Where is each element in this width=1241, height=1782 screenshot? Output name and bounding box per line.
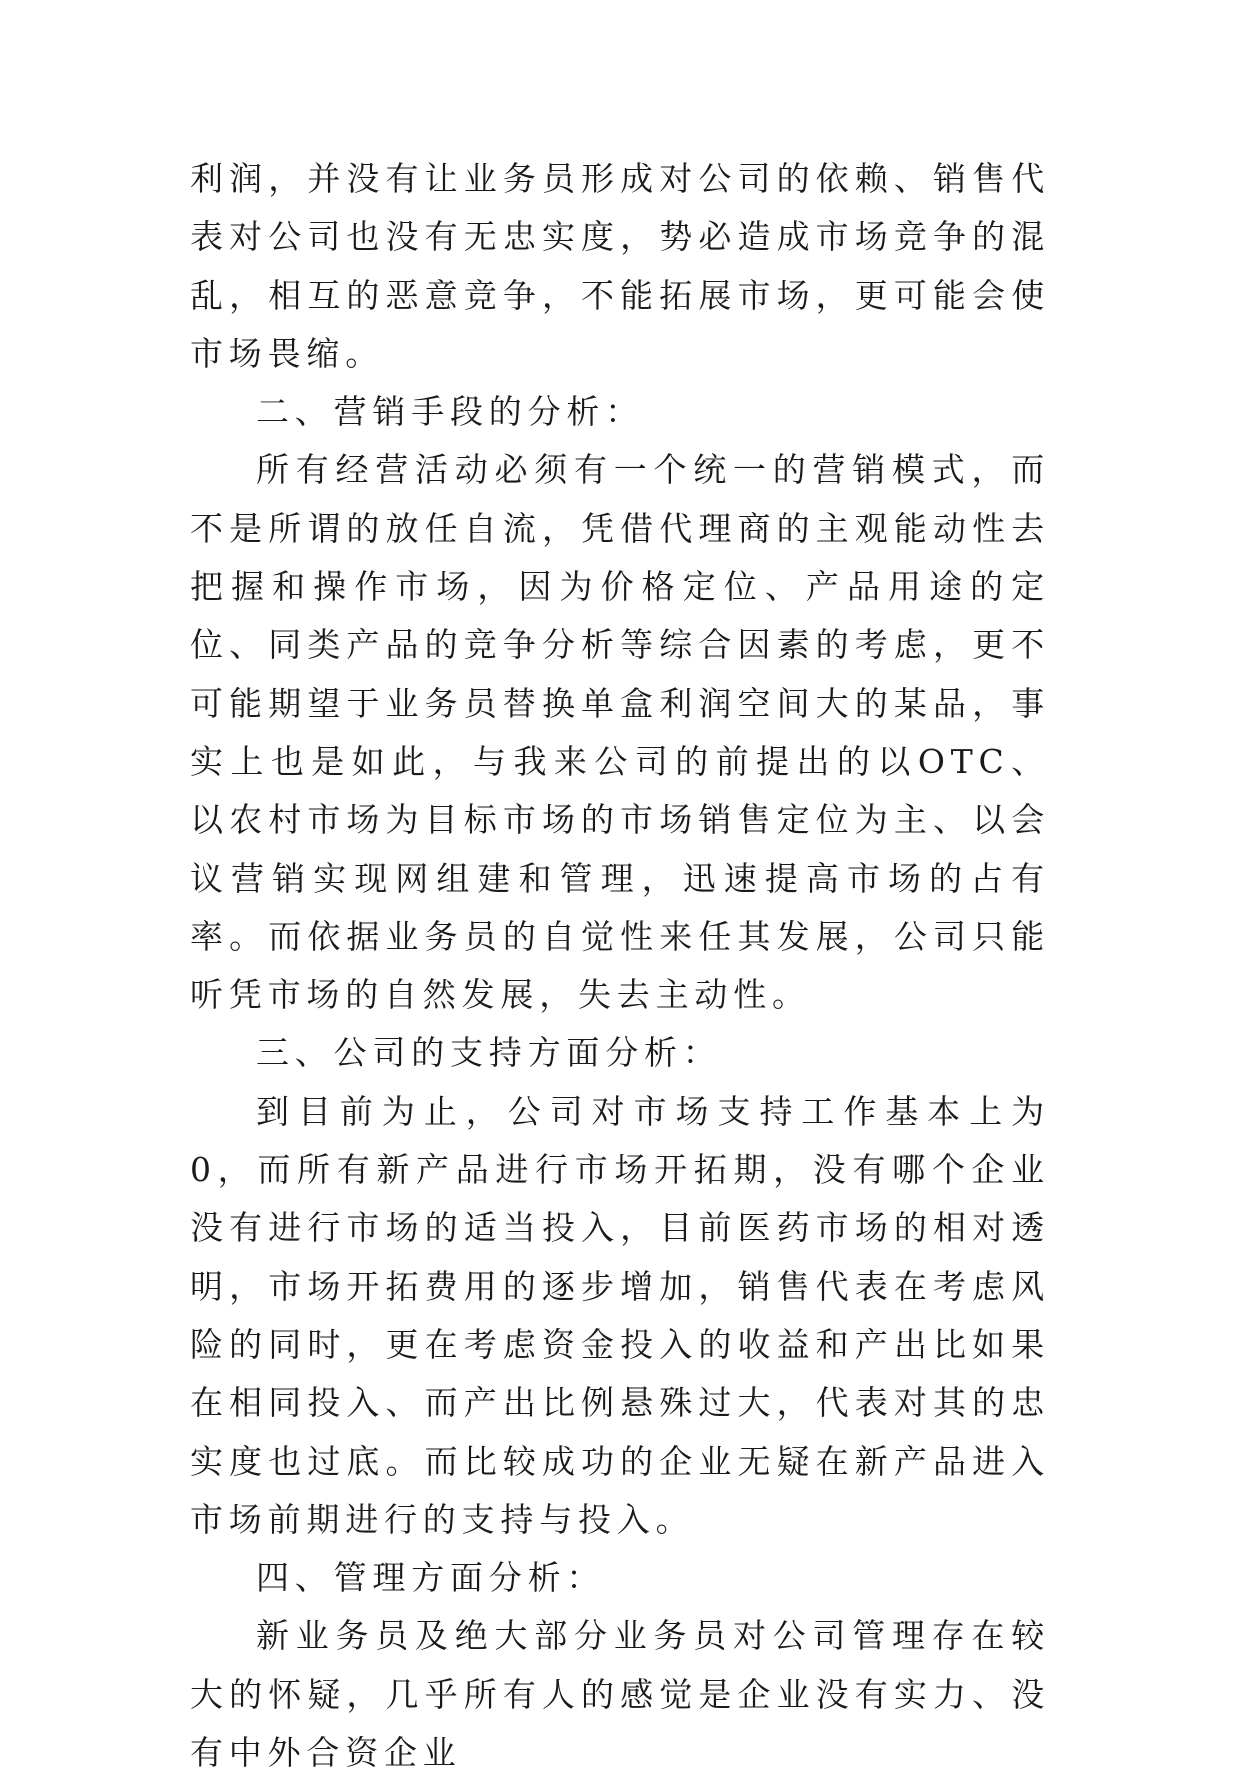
paragraph-continuation: 利润，并没有让业务员形成对公司的依赖、销售代表对公司也没有无忠实度，势必造成市场竞争的混乱，相互的恶意竞争，不能拓展市场，更可能会使市场畏缩。 <box>190 159 1050 373</box>
paragraph-management: 新业务员及绝大部分业务员对公司管理存在较大的怀疑，几乎所有人的感觉是企业没有实力、没有中外合资企业 <box>190 1616 1050 1773</box>
paragraph-marketing-means: 所有经营活动必须有一个统一的营销模式，而不是所谓的放任自流，凭借代理商的主观能动性去把握和操作市场，因为价格定位、产品用途的定位、同类产品的竞争分析等综合因素的考虑，更不可能期望于业务员替换单盒利润空间大的某品，事实上也是如此，与我来公司的前提出的以OTC、以农村市场为目标市场的市场销售定位为主、以会议营销实现网组建和管理，迅速提高市场的占有率。而依据业务员的自觉性来任其发展，公司只能听凭市场的自然发展，失去主动性。 <box>190 450 1050 1015</box>
section-heading-company-support: 三、公司的支持方面分析： <box>256 1033 722 1073</box>
section-heading-marketing-means: 二、营销手段的分析： <box>256 392 644 432</box>
paragraph-company-support: 到目前为止，公司对市场支持工作基本上为0，而所有新产品进行市场开拓期，没有哪个企业没有进行市场的适当投入，目前医药市场的相对透明，市场开拓费用的逐步增加，销售代表在考虑风险的同时，更在考虑资金投入的收益和产出比如果在相同投入、而产出比例悬殊过大，代表对其的忠实度也过底。而比较成功的企业无疑在新产品进入市场前期进行的支持与投入。 <box>190 1091 1050 1539</box>
section-heading-management: 四、管理方面分析： <box>256 1558 606 1598</box>
document-body <box>190 150 1050 1782</box>
